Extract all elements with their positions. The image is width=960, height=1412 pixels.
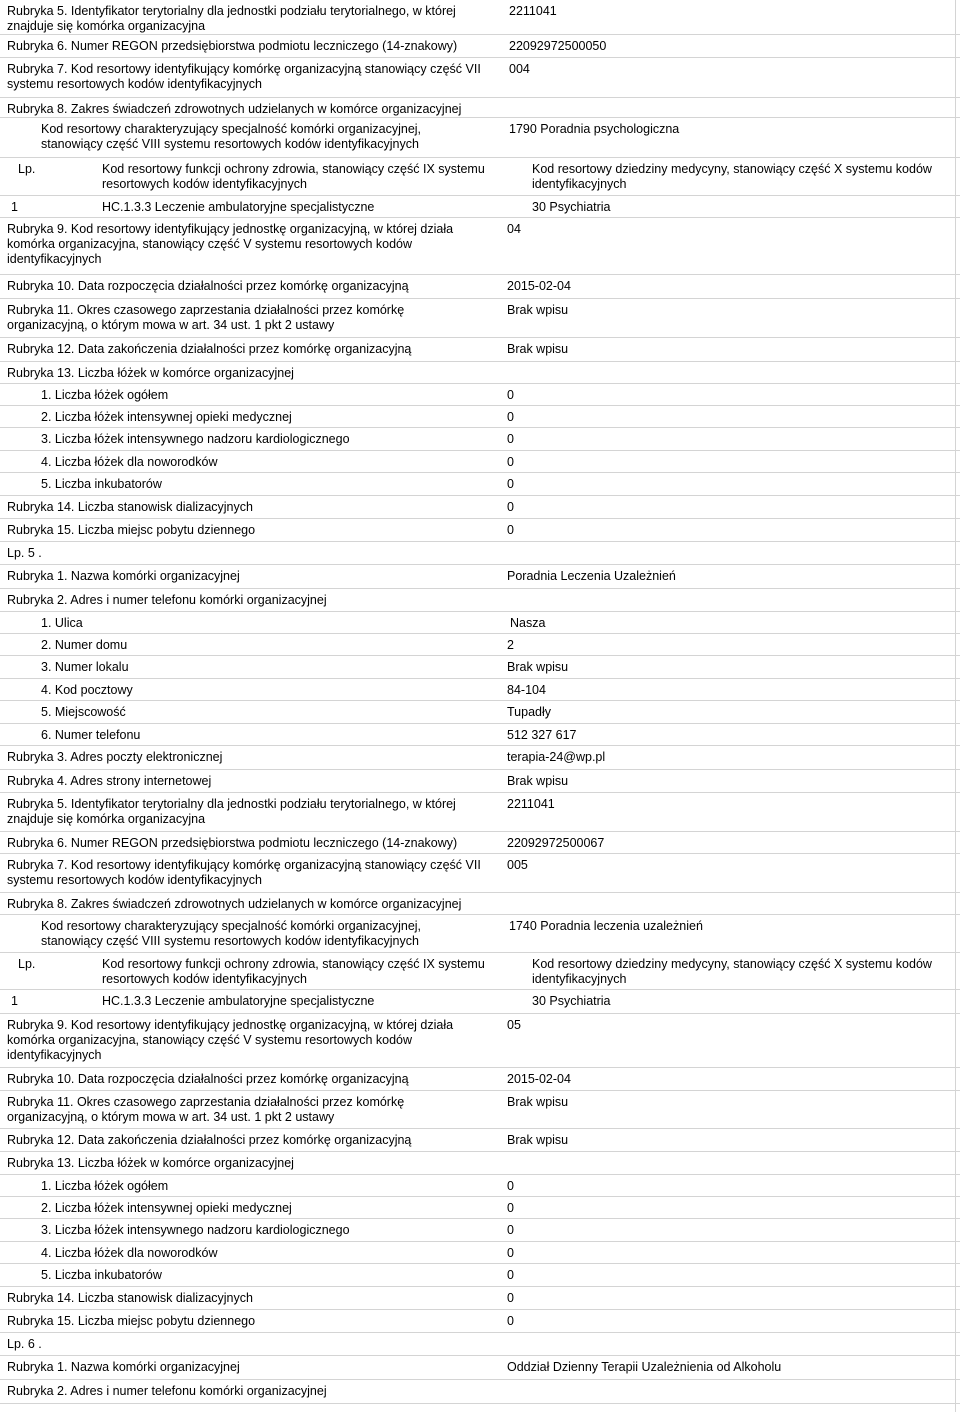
registry-row <box>0 989 960 1013</box>
registry-row <box>0 1379 960 1403</box>
registry-row <box>0 1263 960 1286</box>
registry-row <box>0 1218 960 1241</box>
field-value: 0 <box>507 1179 514 1193</box>
registry-row <box>0 298 960 337</box>
field-value: 0 <box>507 432 514 446</box>
registry-row <box>0 157 960 195</box>
field-label: 4. Liczba łóżek dla noworodków <box>41 455 218 469</box>
registry-row <box>0 1151 960 1174</box>
registry-row <box>0 678 960 700</box>
registry-row <box>0 34 960 57</box>
field-value: 2211041 <box>507 797 555 811</box>
field-label: Rubryka 3. Adres poczty elektronicznej <box>7 750 223 764</box>
registry-row <box>0 1128 960 1151</box>
field-label: Kod resortowy funkcji ochrony zdrowia, stanowiący część IX systemu resortowych kodów identyfikacyjnych <box>102 162 485 191</box>
field-value: 1 <box>11 994 18 1008</box>
registry-row <box>0 1174 960 1196</box>
field-value: 05 <box>507 1018 521 1032</box>
field-label: Rubryka 11. Okres czasowego zaprzestania działalności przez komórkę organizacyjną, o którym mowa w art. 34 ust. 1 pkt 2 ustawy <box>7 303 405 332</box>
field-label: Rubryka 10. Data rozpoczęcia działalności przez komórkę organizacyjną <box>7 279 409 293</box>
field-value: Brak wpisu <box>507 660 569 674</box>
field-value: 22092972500050 <box>509 39 607 53</box>
field-label: 1. Liczba łóżek ogółem <box>41 388 169 402</box>
registry-row <box>0 588 960 611</box>
field-label: Rubryka 4. Adres strony internetowej <box>7 774 212 788</box>
field-label: Rubryka 13. Liczba łóżek w komórce organizacyjnej <box>7 1156 294 1170</box>
field-label: Rubryka 12. Data zakończenia działalności przez komórkę organizacyjną <box>7 342 412 356</box>
field-label: Rubryka 7. Kod resortowy identyfikujący komórkę organizacyjną stanowiący część VII systemu resortowych kodów identyfikacyjnych <box>7 62 481 91</box>
field-label: Rubryka 13. Liczba łóżek w komórce organizacyjnej <box>7 366 294 380</box>
registry-row <box>0 633 960 655</box>
field-value: 0 <box>507 523 514 537</box>
field-value: Oddział Dzienny Terapii Uzależnienia od Alkoholu <box>507 1360 782 1374</box>
field-label: Rubryka 8. Zakres świadczeń zdrowotnych udzielanych w komórce organizacyjnej <box>7 102 462 116</box>
field-value: 0 <box>507 500 514 514</box>
field-value: HC.1.3.3 Leczenie ambulatoryjne specjalistyczne <box>102 200 375 214</box>
field-label: Rubryka 7. Kod resortowy identyfikujący komórkę organizacyjną stanowiący część VII systemu resortowych kodów identyfikacyjnych <box>7 858 481 887</box>
field-value: 0 <box>507 1201 514 1215</box>
field-label: Lp. 6 . <box>7 1337 42 1351</box>
registry-row <box>0 274 960 298</box>
field-value: terapia-24@wp.pl <box>507 750 606 764</box>
registry-row <box>0 1403 960 1412</box>
field-label: Lp. <box>18 957 36 971</box>
registry-row <box>0 1355 960 1379</box>
field-label: 2. Numer domu <box>41 638 128 652</box>
field-value: 84-104 <box>507 683 546 697</box>
field-label: 3. Liczba łóżek intensywnego nadzoru kardiologicznego <box>41 1223 350 1237</box>
field-value: 2211041 <box>509 4 557 18</box>
registry-row <box>0 337 960 361</box>
field-label: Rubryka 8. Zakres świadczeń zdrowotnych udzielanych w komórce organizacyjnej <box>7 897 462 911</box>
registry-row <box>0 450 960 472</box>
field-label: 1. Liczba łóżek ogółem <box>41 1179 169 1193</box>
field-value: 0 <box>507 1291 514 1305</box>
field-label: Rubryka 12. Data zakończenia działalności przez komórkę organizacyjną <box>7 1133 412 1147</box>
field-value: 005 <box>507 858 528 872</box>
field-label: Rubryka 6. Numer REGON przedsiębiorstwa podmiotu leczniczego (14-znakowy) <box>7 836 458 850</box>
field-label: Rubryka 6. Numer REGON przedsiębiorstwa podmiotu leczniczego (14-znakowy) <box>7 39 458 53</box>
registry-row <box>0 495 960 518</box>
field-label: 5. Liczba inkubatorów <box>41 477 162 491</box>
registry-row <box>0 892 960 914</box>
registry-row <box>0 518 960 541</box>
field-value: Brak wpisu <box>507 774 569 788</box>
field-label: Rubryka 14. Liczba stanowisk dializacyjnych <box>7 1291 253 1305</box>
registry-row <box>0 952 960 989</box>
registry-row <box>0 0 960 34</box>
field-label: Rubryka 14. Liczba stanowisk dializacyjnych <box>7 500 253 514</box>
registry-row <box>0 700 960 723</box>
registry-row <box>0 1013 960 1067</box>
field-label: Kod resortowy charakteryzujący specjalność komórki organizacyjnej, stanowiący część VIII systemu resortowych kodów identyfikacyjnych <box>41 122 422 151</box>
field-label: 2. Liczba łóżek intensywnej opieki medycznej <box>41 1201 292 1215</box>
registry-row <box>0 723 960 745</box>
field-value: 0 <box>507 455 514 469</box>
field-value: Poradnia Leczenia Uzależnień <box>507 569 676 583</box>
field-label: Lp. <box>18 162 36 176</box>
registry-row <box>0 541 960 564</box>
field-value: 0 <box>507 1268 514 1282</box>
registry-row <box>0 383 960 405</box>
field-label: 4. Kod pocztowy <box>41 683 133 697</box>
field-label: 6. Numer telefonu <box>41 728 141 742</box>
field-label: Lp. 5 . <box>7 546 42 560</box>
field-label: 3. Numer lokalu <box>41 660 129 674</box>
registry-row <box>0 914 960 952</box>
field-label: Rubryka 9. Kod resortowy identyfikujący jednostkę organizacyjną, w której działa komórka organizacyjna, stanowiący część V systemu resortowych kodów identyfikacyjnych <box>7 1018 454 1062</box>
field-value: Brak wpisu <box>507 303 569 317</box>
field-value: Brak wpisu <box>507 342 569 356</box>
field-label: Rubryka 11. Okres czasowego zaprzestania działalności przez komórkę organizacyjną, o którym mowa w art. 34 ust. 1 pkt 2 ustawy <box>7 1095 405 1124</box>
registry-row <box>0 1067 960 1090</box>
field-label: Rubryka 15. Liczba miejsc pobytu dziennego <box>7 1314 256 1328</box>
field-label: Kod resortowy dziedziny medycyny, stanowiący część X systemu kodów identyfikacyjnych <box>532 957 932 986</box>
registry-row <box>0 564 960 588</box>
field-label: 2. Liczba łóżek intensywnej opieki medycznej <box>41 410 292 424</box>
field-value: 1790 Poradnia psychologiczna <box>509 122 680 136</box>
field-value: 30 Psychiatria <box>532 200 611 214</box>
field-label: 4. Liczba łóżek dla noworodków <box>41 1246 218 1260</box>
registry-row <box>0 1309 960 1332</box>
field-value: 0 <box>507 1314 514 1328</box>
field-value: 0 <box>507 410 514 424</box>
registry-row <box>0 117 960 157</box>
field-value: 004 <box>509 62 530 76</box>
registry-row <box>0 655 960 678</box>
registry-row <box>0 217 960 274</box>
field-label: Kod resortowy funkcji ochrony zdrowia, stanowiący część IX systemu resortowych kodów identyfikacyjnych <box>102 957 485 986</box>
registry-row <box>0 195 960 217</box>
field-value: 1 <box>11 200 18 214</box>
field-value: 0 <box>507 1223 514 1237</box>
right-border <box>955 0 956 1412</box>
registry-row <box>0 611 960 633</box>
registry-row <box>0 1286 960 1309</box>
field-value: 0 <box>507 388 514 402</box>
field-label: Rubryka 9. Kod resortowy identyfikujący jednostkę organizacyjną, w której działa komórka organizacyjna, stanowiący część V systemu resortowych kodów identyfikacyjnych <box>7 222 454 266</box>
field-value: 22092972500067 <box>507 836 605 850</box>
field-value: Brak wpisu <box>507 1095 569 1109</box>
field-value: 2 <box>507 638 514 652</box>
registry-row <box>0 97 960 117</box>
registry-row <box>0 831 960 853</box>
field-value: 30 Psychiatria <box>532 994 611 1008</box>
field-label: 3. Liczba łóżek intensywnego nadzoru kardiologicznego <box>41 432 350 446</box>
field-label: 1. Ulica <box>41 616 83 630</box>
field-label: Rubryka 15. Liczba miejsc pobytu dziennego <box>7 523 256 537</box>
field-value: Nasza <box>510 616 546 630</box>
registry-row <box>0 1090 960 1128</box>
field-value: 04 <box>507 222 521 236</box>
field-value: 1740 Poradnia leczenia uzależnień <box>509 919 703 933</box>
registry-row <box>0 427 960 450</box>
registry-row <box>0 745 960 769</box>
field-label: 5. Miejscowość <box>41 705 126 719</box>
field-label: Rubryka 2. Adres i numer telefonu komórki organizacyjnej <box>7 1384 327 1398</box>
field-label: Rubryka 5. Identyfikator terytorialny dla jednostki podziału terytorialnego, w której znajduje się komórka organizacyjna <box>7 4 456 33</box>
registry-row <box>0 853 960 892</box>
field-label: Rubryka 1. Nazwa komórki organizacyjnej <box>7 569 240 583</box>
registry-row <box>0 361 960 383</box>
field-label: Kod resortowy dziedziny medycyny, stanowiący część X systemu kodów identyfikacyjnych <box>532 162 932 191</box>
field-label: Rubryka 1. Nazwa komórki organizacyjnej <box>7 1360 240 1374</box>
registry-row <box>0 57 960 97</box>
field-value: HC.1.3.3 Leczenie ambulatoryjne specjalistyczne <box>102 994 375 1008</box>
field-value: 0 <box>507 477 514 491</box>
field-label: 5. Liczba inkubatorów <box>41 1268 162 1282</box>
registry-row <box>0 1332 960 1355</box>
registry-row <box>0 1241 960 1263</box>
field-value: 2015-02-04 <box>507 279 571 293</box>
field-label: Rubryka 5. Identyfikator terytorialny dla jednostki podziału terytorialnego, w której znajduje się komórka organizacyjna <box>7 797 456 826</box>
registry-row <box>0 472 960 495</box>
registry-row <box>0 1196 960 1218</box>
field-label: Rubryka 2. Adres i numer telefonu komórki organizacyjnej <box>7 593 327 607</box>
field-label: Rubryka 10. Data rozpoczęcia działalności przez komórkę organizacyjną <box>7 1072 409 1086</box>
field-value: 0 <box>507 1246 514 1260</box>
field-value: Brak wpisu <box>507 1133 569 1147</box>
registry-row <box>0 769 960 792</box>
field-value: Tupadły <box>507 705 552 719</box>
field-label: Kod resortowy charakteryzujący specjalność komórki organizacyjnej, stanowiący część VIII systemu resortowych kodów identyfikacyjnych <box>41 919 422 948</box>
registry-row <box>0 792 960 831</box>
field-value: 512 327 617 <box>507 728 577 742</box>
field-value: 2015-02-04 <box>507 1072 571 1086</box>
registry-row <box>0 405 960 427</box>
